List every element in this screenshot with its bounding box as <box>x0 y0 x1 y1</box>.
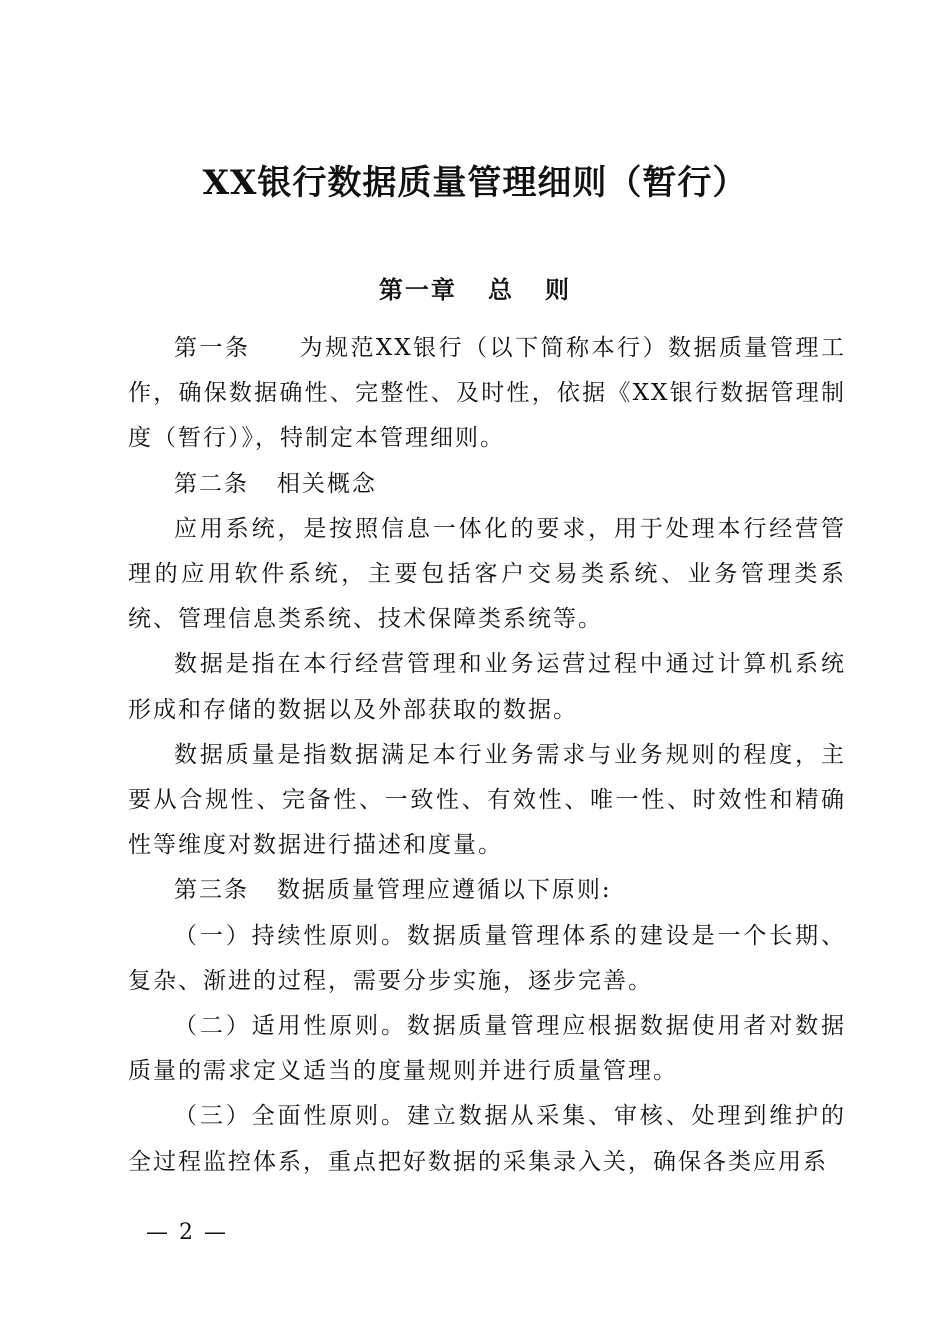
paragraph-article-1: 第一条 为规范XX银行（以下简称本行）数据质量管理工作，确保数据确性、完整性、及时性，依据《XX银行数据管理制度（暂行）》，特制定本管理细则。 <box>128 335 846 452</box>
chapter-title: 第一章 总 则 <box>378 275 572 304</box>
document-title: XX银行数据质量管理细则（暂行） <box>202 163 748 203</box>
paragraph-data-quality-definition: 数据质量是指数据满足本行业务需求与业务规则的程度，主要从合规性、完备性、一致性、有效性、唯一性、时效性和精确性等维度对数据进行描述和度量。 <box>128 741 846 859</box>
document-body <box>128 326 846 1185</box>
page-number: — 2 — <box>146 1220 228 1245</box>
paragraph-application-system: 应用系统，是按照信息一体化的要求，用于处理本行经营管理的应用软件系统，主要包括客户交易类系统、业务管理类系统、管理信息类系统、技术保障类系统等。 <box>128 515 846 633</box>
paragraph-article-2: 第二条 相关概念 <box>174 470 377 497</box>
paragraph-article-3: 第三条 数据质量管理应遵循以下原则: <box>174 877 612 904</box>
paragraph-principle-2: （二）适用性原则。数据质量管理应根据数据使用者对数据质量的需求定义适当的度量规则并进行质量管理。 <box>128 1013 846 1085</box>
paragraph-data-definition: 数据是指在本行经营管理和业务运营过程中通过计算机系统形成和存储的数据以及外部获取的数据。 <box>128 651 846 723</box>
paragraph-principle-3: （三）全面性原则。建立数据从采集、审核、处理到维护的全过程监控体系，重点把好数据的采集录入关，确保各类应用系 <box>128 1103 846 1175</box>
paragraph-principle-1: （一）持续性原则。数据质量管理体系的建设是一个长期、复杂、渐进的过程，需要分步实施，逐步完善。 <box>128 922 846 994</box>
